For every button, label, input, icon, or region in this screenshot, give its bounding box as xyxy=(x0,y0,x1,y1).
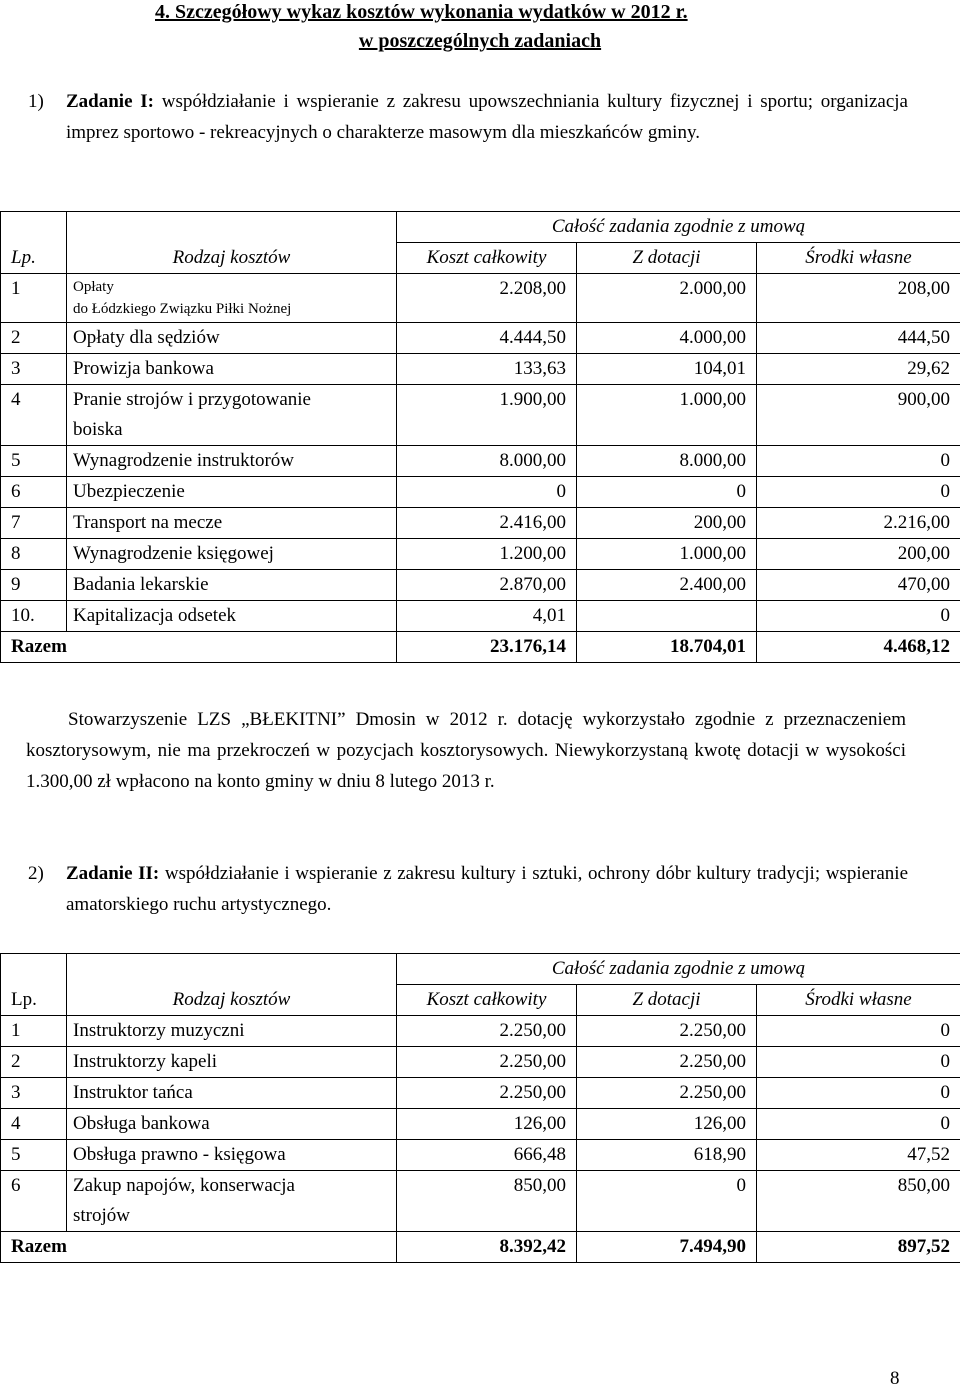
row-own: 850,00 xyxy=(757,1171,960,1232)
row-grant: 2.000,00 xyxy=(577,274,757,323)
row-total: 2.208,00 xyxy=(397,274,577,323)
summary-paragraph xyxy=(26,704,906,797)
row-lp: 4 xyxy=(1,1109,67,1140)
row-lp: 3 xyxy=(1,1078,67,1109)
row-grant: 126,00 xyxy=(577,1109,757,1140)
row-own: 29,62 xyxy=(757,354,960,385)
table-row xyxy=(1,508,960,539)
header-grant: Z dotacji xyxy=(577,985,757,1016)
table-row xyxy=(1,477,960,508)
table-row xyxy=(1,570,960,601)
row-name: Kapitalizacja odsetek xyxy=(67,601,397,632)
row-total: 666,48 xyxy=(397,1140,577,1171)
row-grant: 8.000,00 xyxy=(577,446,757,477)
table-row xyxy=(1,354,960,385)
header-lp: Lp. xyxy=(1,985,67,1016)
row-grant: 0 xyxy=(577,1171,757,1232)
row-own: 0 xyxy=(757,1047,960,1078)
row-name-line1: Zakup napojów, konserwacja xyxy=(73,1175,295,1196)
row-name xyxy=(67,274,397,323)
table-row xyxy=(1,539,960,570)
row-lp: 8 xyxy=(1,539,67,570)
header-own: Środki własne xyxy=(757,243,960,274)
header-lp: Lp. xyxy=(1,243,67,274)
row-name: Ubezpieczenie xyxy=(67,477,397,508)
row-grant: 1.000,00 xyxy=(577,539,757,570)
row-total: 2.250,00 xyxy=(397,1047,577,1078)
total-own: 897,52 xyxy=(757,1232,960,1263)
row-own: 444,50 xyxy=(757,323,960,354)
table-row xyxy=(1,446,960,477)
task-2-number: 2) xyxy=(28,863,44,884)
row-own: 0 xyxy=(757,1078,960,1109)
row-grant: 1.000,00 xyxy=(577,385,757,446)
row-lp: 1 xyxy=(1,1016,67,1047)
header-grant: Z dotacji xyxy=(577,243,757,274)
table-header-row xyxy=(1,243,960,274)
row-own: 0 xyxy=(757,1016,960,1047)
row-own: 470,00 xyxy=(757,570,960,601)
row-lp: 4 xyxy=(1,385,67,446)
task-2-body xyxy=(66,858,908,920)
table-header-row xyxy=(1,985,960,1016)
row-own: 208,00 xyxy=(757,274,960,323)
row-lp: 9 xyxy=(1,570,67,601)
row-grant: 104,01 xyxy=(577,354,757,385)
row-name: Instruktorzy kapeli xyxy=(67,1047,397,1078)
row-lp: 5 xyxy=(1,1140,67,1171)
row-name: Obsługa prawno - księgowa xyxy=(67,1140,397,1171)
header-type: Rodzaj kosztów xyxy=(67,985,397,1016)
total-label: Razem xyxy=(1,1232,397,1263)
page-heading: 4. Szczegółowy wykaz kosztów wykonania wydatków w 2012 r. xyxy=(155,1,688,23)
row-name: Instruktorzy muzyczni xyxy=(67,1016,397,1047)
task-2-text: współdziałanie i wspieranie z zakresu kultury i sztuki, ochrony dóbr kultury tradycji; wspieranie amatorskiego ruchu artystycznego. xyxy=(66,863,909,915)
row-grant: 4.000,00 xyxy=(577,323,757,354)
row-name: Opłaty dla sędziów xyxy=(67,323,397,354)
total-label: Razem xyxy=(1,632,397,663)
header-type: Rodzaj kosztów xyxy=(67,243,397,274)
row-name: Badania lekarskie xyxy=(67,570,397,601)
row-total: 126,00 xyxy=(397,1109,577,1140)
task-1-text: współdziałanie i wspieranie z zakresu upowszechniania kultury fizycznej i sportu; organizacja imprez sportowo - rekreacyjnych o charakterze masowym dla mieszkańców gminy. xyxy=(66,91,908,143)
page-number: 8 xyxy=(890,1368,900,1389)
row-name-line2: boiska xyxy=(73,419,123,440)
row-lp: 7 xyxy=(1,508,67,539)
row-own: 0 xyxy=(757,601,960,632)
row-name xyxy=(67,1171,397,1232)
total-grant: 7.494,90 xyxy=(577,1232,757,1263)
row-total: 133,63 xyxy=(397,354,577,385)
task-1-description xyxy=(28,86,908,148)
row-lp: 2 xyxy=(1,323,67,354)
header-group-label: Całość zadania zgodnie z umową xyxy=(397,212,960,243)
table-header-group-row xyxy=(1,212,960,243)
row-grant: 2.250,00 xyxy=(577,1078,757,1109)
table-row xyxy=(1,1140,960,1171)
table-row xyxy=(1,601,960,632)
table-row xyxy=(1,274,960,323)
row-name-line2: do Łódzkiego Związku Piłki Nożnej xyxy=(73,301,292,317)
row-lp: 6 xyxy=(1,477,67,508)
cost-table-2 xyxy=(0,953,960,1263)
cost-table-1 xyxy=(0,211,960,663)
row-own: 200,00 xyxy=(757,539,960,570)
page-subheading: w poszczególnych zadaniach xyxy=(358,30,602,52)
task-2-description xyxy=(28,858,908,920)
row-name: Wynagrodzenie instruktorów xyxy=(67,446,397,477)
header-own: Środki własne xyxy=(757,985,960,1016)
table-row xyxy=(1,1109,960,1140)
table-row xyxy=(1,1047,960,1078)
header-group-label: Całość zadania zgodnie z umową xyxy=(397,954,960,985)
row-total: 4,01 xyxy=(397,601,577,632)
row-own: 0 xyxy=(757,446,960,477)
row-lp: 3 xyxy=(1,354,67,385)
total-total: 8.392,42 xyxy=(397,1232,577,1263)
table-header-group-row xyxy=(1,954,960,985)
row-name: Obsługa bankowa xyxy=(67,1109,397,1140)
row-own: 2.216,00 xyxy=(757,508,960,539)
row-total: 850,00 xyxy=(397,1171,577,1232)
row-grant: 2.250,00 xyxy=(577,1016,757,1047)
table-row xyxy=(1,323,960,354)
row-own: 900,00 xyxy=(757,385,960,446)
row-name-line1: Pranie strojów i przygotowanie xyxy=(73,389,311,410)
table-row xyxy=(1,1171,960,1232)
row-name: Wynagrodzenie księgowej xyxy=(67,539,397,570)
header-total: Koszt całkowity xyxy=(397,243,577,274)
task-1-number: 1) xyxy=(28,91,44,112)
row-lp: 2 xyxy=(1,1047,67,1078)
row-name xyxy=(67,385,397,446)
total-total: 23.176,14 xyxy=(397,632,577,663)
row-total: 1.900,00 xyxy=(397,385,577,446)
row-grant: 200,00 xyxy=(577,508,757,539)
row-name-line2: strojów xyxy=(73,1205,130,1226)
row-name-line1: Opłaty xyxy=(73,279,114,295)
row-total: 2.250,00 xyxy=(397,1078,577,1109)
row-name: Instruktor tańca xyxy=(67,1078,397,1109)
header-total: Koszt całkowity xyxy=(397,985,577,1016)
row-own: 0 xyxy=(757,1109,960,1140)
task-1-body xyxy=(66,86,908,148)
summary-text: Stowarzyszenie LZS „BŁEKITNI” Dmosin w 2012 r. dotację wykorzystało zgodnie z przeznaczeniem kosztorysowym, nie ma przekroczeń w pozycjach kosztorysowych. Niewykorzystaną kwotę dotacji w wysokości 1.300,00 zł wpłacono na konto gminy w dniu 8 lutego 2013 r. xyxy=(26,709,906,792)
row-own: 0 xyxy=(757,477,960,508)
row-total: 0 xyxy=(397,477,577,508)
row-total: 8.000,00 xyxy=(397,446,577,477)
task-1-lead: Zadanie I: xyxy=(66,91,155,112)
table-row xyxy=(1,1016,960,1047)
row-total: 1.200,00 xyxy=(397,539,577,570)
row-own: 47,52 xyxy=(757,1140,960,1171)
table-row xyxy=(1,1078,960,1109)
row-lp: 1 xyxy=(1,274,67,323)
row-grant: 0 xyxy=(577,477,757,508)
row-name: Transport na mecze xyxy=(67,508,397,539)
row-grant xyxy=(577,601,757,632)
row-total: 2.250,00 xyxy=(397,1016,577,1047)
row-lp: 6 xyxy=(1,1171,67,1232)
total-own: 4.468,12 xyxy=(757,632,960,663)
table-total-row xyxy=(1,1232,960,1263)
table-row xyxy=(1,385,960,446)
task-2-lead: Zadanie II: xyxy=(66,863,160,884)
row-lp: 10. xyxy=(1,601,67,632)
row-name: Prowizja bankowa xyxy=(67,354,397,385)
row-lp: 5 xyxy=(1,446,67,477)
row-grant: 618,90 xyxy=(577,1140,757,1171)
row-total: 2.416,00 xyxy=(397,508,577,539)
row-total: 4.444,50 xyxy=(397,323,577,354)
total-grant: 18.704,01 xyxy=(577,632,757,663)
row-grant: 2.250,00 xyxy=(577,1047,757,1078)
table-total-row xyxy=(1,632,960,663)
row-grant: 2.400,00 xyxy=(577,570,757,601)
row-total: 2.870,00 xyxy=(397,570,577,601)
